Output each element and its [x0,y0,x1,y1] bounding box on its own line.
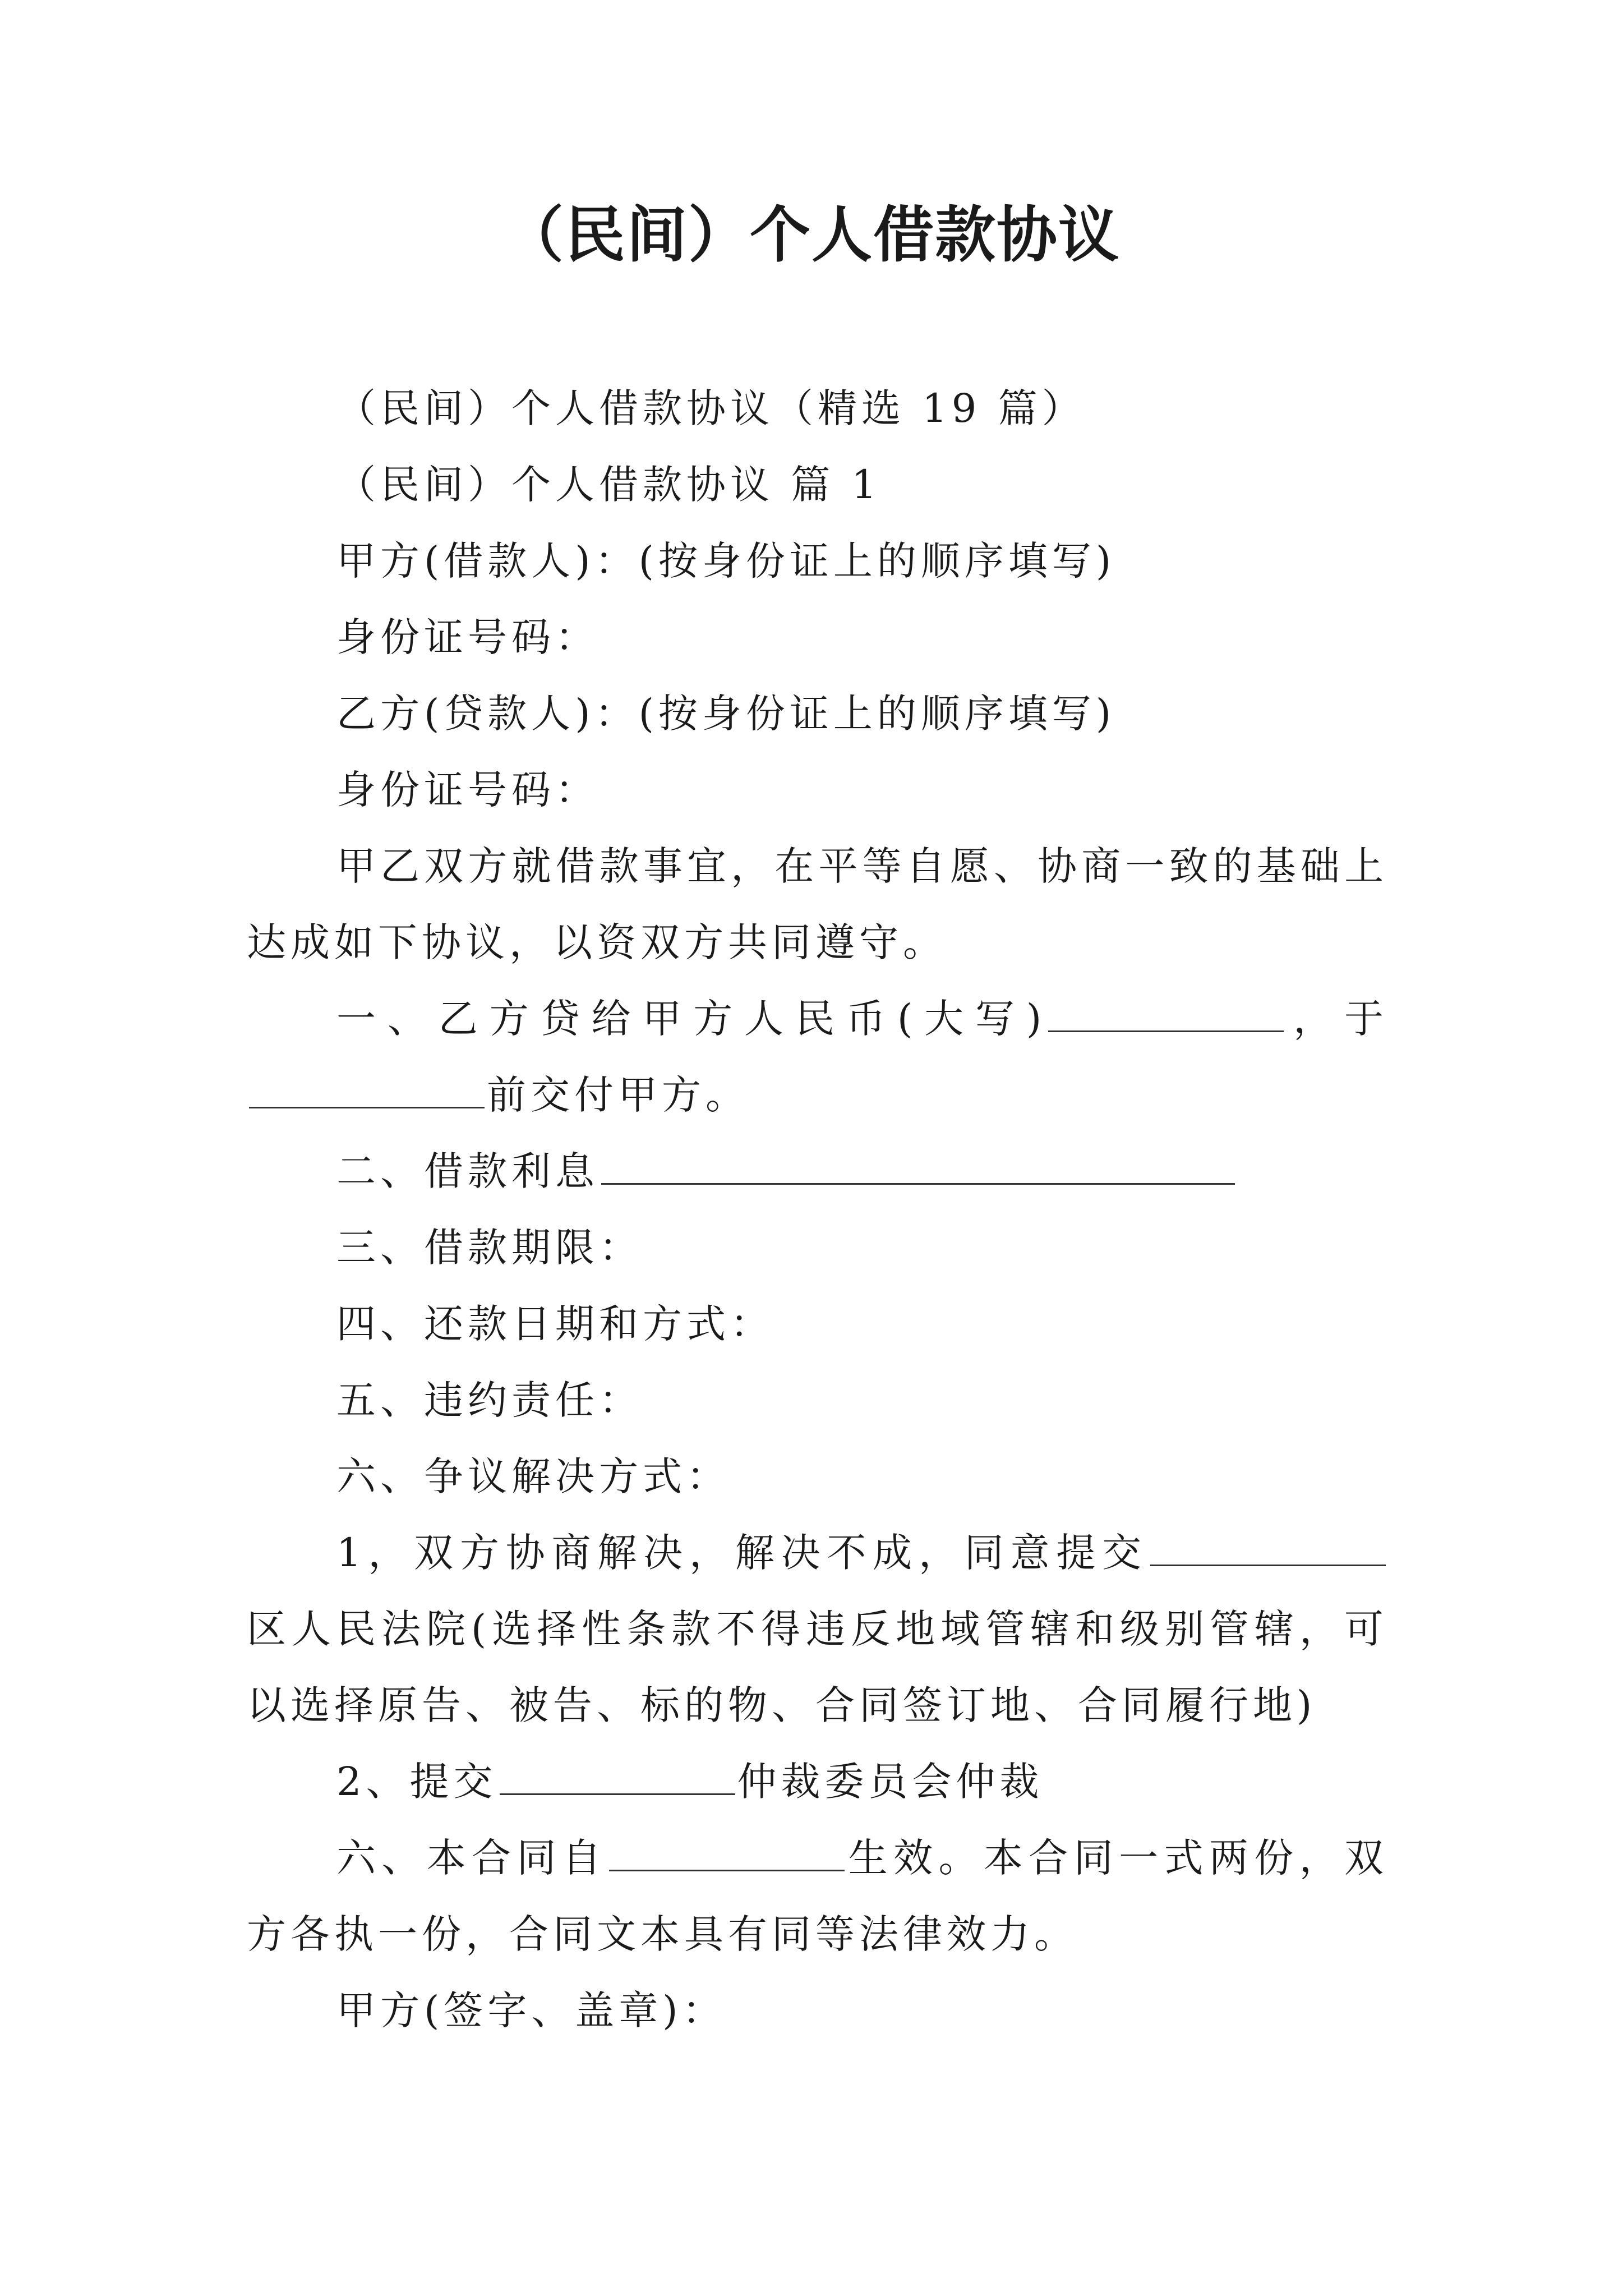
heading-part-1: （民间）个人借款协议 篇 1 [336,462,882,508]
option-1-text: 1，双方协商解决，解决不成，同意提交 [336,1530,1148,1576]
clause-4: 四、还款日期和方式： [336,1301,774,1347]
heading-collection: （民间）个人借款协议（精选 19 篇） [336,385,1086,431]
clause-2-text: 二、借款利息 [336,1148,599,1194]
clause-1 [247,981,1388,1133]
effective-rest: 生效。本合同一式两份，双方各执一份，合同文本具有同等法律效力。 [247,1835,1389,1957]
clause-6: 六、争议解决方式： [336,1453,730,1499]
amount-blank [1048,987,1284,1032]
party-a-line: 甲方(借款人)：(按身份证上的顺序填写) [336,538,1116,584]
document-body [247,370,1388,2049]
court-blank [1150,1521,1386,1566]
arbitration-blank [500,1750,735,1795]
clause-6-option-1 [247,1515,1388,1743]
clause-2 [247,1133,1388,1209]
party-b-id-line: 身份证号码： [336,767,599,813]
party-a-signature: 甲方(签字、盖章)： [336,1987,726,2033]
clause-3: 三、借款期限： [336,1225,643,1271]
agreement-intro: 甲乙双方就借款事宜，在平等自愿、协商一致的基础上达成如下协议，以资双方共同遵守。 [247,843,1388,965]
clause-1-text: 一、乙方贷给甲方人民币(大写) [336,996,1046,1042]
clause-1-end: 前交付甲方。 [487,1072,749,1118]
interest-blank [601,1139,1235,1185]
date-blank [249,1063,485,1108]
clause-1-mid: ，于 [1286,996,1388,1042]
document-title: （民间）个人借款协议 [502,200,1120,270]
option-2-text: 2、提交 [336,1759,497,1805]
party-b-line: 乙方(贷款人)：(按身份证上的顺序填写) [336,691,1116,737]
clause-5: 五、违约责任： [336,1377,643,1423]
clause-effective [247,1820,1388,1972]
clause-6-option-2 [247,1743,1388,1820]
party-a-id-line: 身份证号码： [336,614,599,660]
option-2-rest: 仲裁委员会仲裁 [737,1759,1044,1805]
option-1-rest: 区人民法院(选择性条款不得违反地域管辖和级别管辖，可以选择原告、被告、标的物、合同签订地、合同履行地) [247,1606,1388,1728]
effective-date-blank [609,1826,845,1871]
effective-text: 六、本合同自 [336,1835,607,1881]
